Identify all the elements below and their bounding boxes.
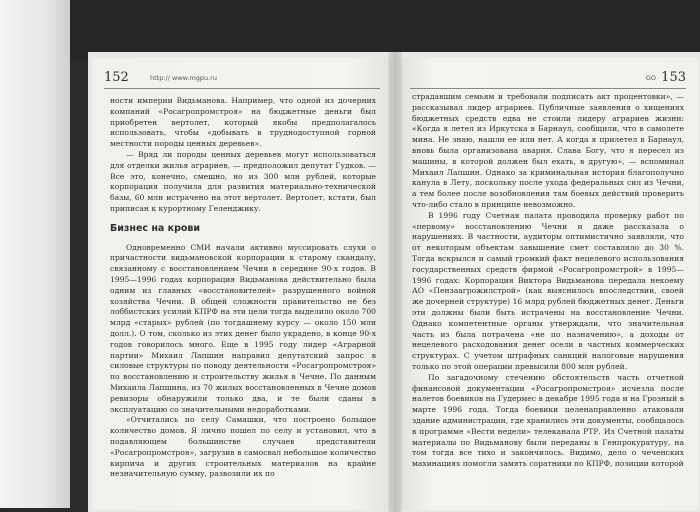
paragraph: страдавшим семьям и требовали подписать акт процентовки», — рассказывал лидер аграриев. Публичные заявления о хищениях бюджетных средств едва не стоили лидеру аграриев жизни: «Когда я летел из Иркутска в Барнаул, сообщили, что в самолете мина. Не знаю, нашли ее или нет. А когда я прилетел в Барнаул, вновь была организована авария. Слава Богу, что я пересел из машины, в которой должен был ехать, в другую», — вспоминал Михаил Лапшин. Однако за криминальная история благополучно канула в Лету, поскольку после ухода федеральных сил из Чечни, а тем более после возобновления там боевых действий проверить что-либо стало в принципе невозможно. — [412, 92, 684, 209]
book-gutter — [388, 52, 402, 512]
right-page-header — [410, 68, 686, 89]
header-tag: GO — [645, 74, 656, 82]
paragraph: «Отчитались по селу Самашки, что построено большое количество домов. Я лично пошел по селу и установил, что в подавляющем большинстве случаев представители «Росагропромстроя», загрузив в самосвал небольшое количество кирпича и других строительных материалов на крайне незначительную сумму, развозили их по — [110, 415, 376, 479]
header-url: http:// www.mgpu.ru — [150, 74, 217, 82]
left-page-header — [104, 68, 380, 89]
left-page — [92, 58, 392, 510]
paragraph: Одновременно СМИ начали активно муссировать слухи о причастности видьмановской корпорации к старому скандалу, связанному с восстановлением Чечни в середине 90-х годов. В 1995—1996 годах корпорация Видьманова действительно была одним из главных «восстановителей» разрушенного войной хозяйства Чечни. В общей сложности правительство не без лоббистских усилий КПРФ на эти цели тогда выделило около 700 млрд «старых» рублей (по тогдашнему курсу — около 150 млн долл.). О том, сколько из этих денег было украдено, в конце 90-х годов говорилось много. Еще в 1995 году лидер «Аграрной партии» Михаил Лапшин направил депутатский запрос в силовые структуры по поводу деятельности «Росагропромстроя» по восстановлению и строительству жилья в Чечне. По данным Михаила Лапшина, из 70 жилых восстановленных в Чечне домов ревизоры обнаружили только два, и те были сданы в эксплуатацию со значительными недоработками. — [110, 242, 376, 414]
right-page — [398, 58, 698, 510]
page-number: 152 — [104, 70, 129, 85]
page-number: 153 — [661, 70, 686, 85]
paragraph: По загадочному стечению обстоятельств часть отчетной финансовой документации «Росагропромстроя» исчезла после налетов боевиков на Гудермес в декабре 1995 года и на Грозный в марте 1996 года. Тогда боевики целенаправленно атаковали здание администрации, где хранились эти документы, сообщалось в программе «Вести недели» телеканала РТР. Из Счетной палаты материалы по Видьманову были переданы в Генпрокуратуру, на том тогда все тихо и закончилось. Видимо, дело о чеченских махинациях помогли замять соратники по КПРФ, позиции которой — [412, 372, 684, 469]
paragraph: ности империи Видьманова. Например, что одной из дочерних компаний «Росагропромстроя» на бюджетные деньги был приобретен вертолет, который якобы предполагалось использовать, чтобы «добывать в труднодоступной горной местности породы ценных деревьев». — [110, 96, 376, 149]
left-page-text — [110, 96, 376, 480]
background-top — [70, 0, 700, 60]
background-left — [0, 0, 70, 508]
right-page-text — [412, 92, 684, 470]
open-book — [88, 52, 700, 512]
paragraph: В 1996 году Счетная палата проводила проверку работ по «первому» восстановлению Чечни и даже рассказала о нарушениях. В частности, аудиторы оптимистично заявляли, что от некоторым объектам завышение смет составляло до 30 %. Тогда вскрылся и самый громкий факт нецелевого использования государственных средств фирмой «Росагропромстрой» в 1995—1996 годах: Корпорация Виктора Видьманова передала некоему АО «Пензаагрожилстрой» (как выяснилось впоследствии, своей же дочерней структуре) 16 млрд рублей бюджетных денег. Деньги эти должны были быть истрачены на восстановление Чечни. Однако компетентные органы утверждали, что значительная часть из была потрачена «не по назначению», а доходы от нецелевого расходования денег осели в частных коммерческих структурах. С учетом штрафных санкций налоговые нарушения только по этой операции превысили 800 млн рублей. — [412, 210, 684, 371]
paragraph: — Вряд ли породы ценных деревьев могут использоваться для отделки жилья аграриев, — предположил депутат Гудков. — Все это, конечно, смешно, но из 300 млн рублей, которые корпорация получила для развития материально-технической базы, 60 млн истрачено на этот вертолет. Вертолет, кстати, был приписан к курортному Геленджику. — [110, 149, 376, 213]
section-heading: Бизнес на крови — [110, 222, 201, 234]
